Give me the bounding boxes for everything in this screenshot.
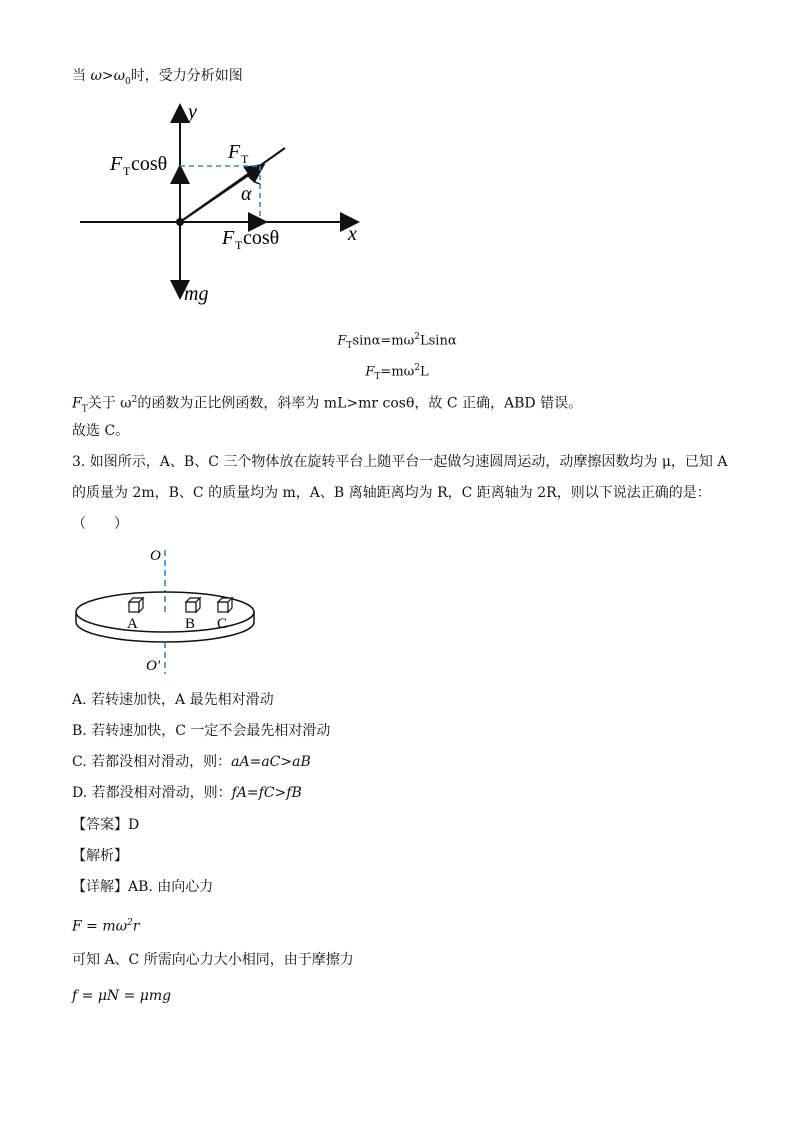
- question3-line1: 3. 如图所示，A、B、C 三个物体放在旋转平台上随平台一起做匀速圆周运动，动摩擦因数均为 μ，已知 A: [72, 454, 728, 470]
- bottom-cos-text: cosθ: [243, 227, 280, 249]
- intro-lead: 当: [72, 68, 91, 84]
- left-cos-F: F: [110, 153, 123, 175]
- option-b: B. 若转速加快，C 一定不会最先相对滑动: [72, 723, 331, 739]
- block-a-label: A: [127, 616, 138, 632]
- knowledge-line: 可知 A、C 所需向心力大小相同，由于摩擦力: [72, 952, 354, 968]
- formula-centripetal: $F = m\omega^2r$: [72, 918, 140, 935]
- block-c: [218, 598, 232, 612]
- option-c: C. 若都没相对滑动，则：aA=aC>aB: [72, 754, 311, 770]
- alpha-label: α: [241, 183, 252, 205]
- answer-line: 【答案】D: [72, 817, 140, 833]
- block-b-label: B: [185, 616, 196, 632]
- axis-label-bottom: O′: [146, 658, 161, 674]
- formula-friction: f = μN = μmg: [72, 988, 172, 1004]
- origin-dot: [176, 218, 184, 226]
- mg-label: mg: [184, 283, 209, 305]
- gt-symbol: >: [101, 68, 114, 84]
- x-axis-label: x: [348, 223, 357, 245]
- force-diagram: [0, 0, 794, 320]
- equation-1: $F_T\sin\alpha=m\omega^2Lsin\alpha$: [337, 332, 457, 351]
- ft-label: F: [228, 141, 241, 163]
- omega0-subscript: 0: [125, 76, 131, 87]
- y-axis-label: y: [188, 101, 197, 123]
- left-cos-sub: T: [123, 164, 131, 178]
- platform-diagram: [0, 540, 794, 680]
- bottom-cos-F: F: [222, 227, 235, 249]
- equation-2: $F_T=m\omega^2L$: [365, 363, 429, 382]
- block-c-label: C: [217, 616, 228, 632]
- detail-line: 【详解】AB. 由向心力: [72, 879, 214, 895]
- block-b: [186, 598, 200, 612]
- analysis-title: 【解析】: [72, 848, 128, 864]
- block-a: [129, 598, 143, 612]
- choose-line: 故选 C。: [72, 423, 130, 439]
- option-a: A. 若转速加快，A 最先相对滑动: [72, 692, 274, 708]
- option-d: D. 若都没相对滑动，则：fA=fC>fB: [72, 785, 302, 801]
- omega0-symbol: ω: [113, 68, 126, 84]
- intro-tail: 时，受力分析如图: [130, 68, 243, 84]
- conclusion-line: $F_T$关于 $\omega^2$的函数为正比例函数，斜率为 mL>mr cosθ，故 C 正确，ABD 错误。: [72, 395, 583, 415]
- question3-line2: 的质量为 2m，B、C 的质量均为 m，A、B 离轴距离均为 R，C 距离轴为 2R，则以下说法正确的是：: [72, 485, 711, 501]
- axis-label-top: O: [150, 548, 161, 564]
- ft-label-sub: T: [241, 152, 249, 166]
- left-cos-text: cosθ: [131, 153, 168, 175]
- bottom-cos-sub: T: [235, 238, 243, 252]
- question3-paren: （ ）: [72, 516, 128, 532]
- omega-symbol: ω: [90, 68, 102, 84]
